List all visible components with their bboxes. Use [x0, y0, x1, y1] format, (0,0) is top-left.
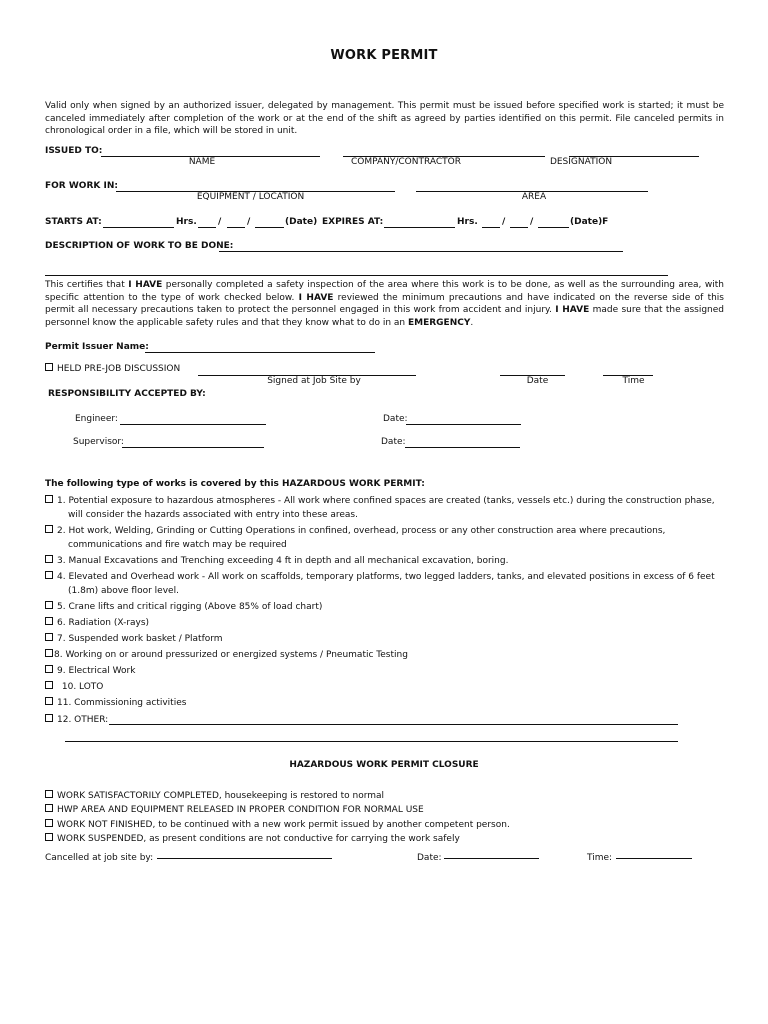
hazard-checkbox[interactable] — [45, 571, 53, 579]
other-field[interactable] — [109, 724, 678, 725]
prejob-label: HELD PRE-JOB DISCUSSION — [57, 364, 181, 374]
prejob-checkbox-row — [45, 363, 180, 375]
description-field[interactable] — [219, 251, 623, 252]
supervisor-label: Supervisor: — [73, 437, 124, 447]
hazard-checkbox[interactable] — [45, 525, 53, 533]
closure-checkbox[interactable] — [45, 790, 53, 798]
hazard-checkbox[interactable] — [45, 555, 53, 563]
starts-date-label: (Date) — [285, 217, 318, 227]
slash: / — [218, 217, 222, 227]
name-caption: NAME — [188, 157, 216, 167]
closure-item: WORK SATISFACTORILY COMPLETED, housekeeping is restored to normal — [45, 789, 725, 803]
hazard-checkbox[interactable] — [45, 633, 53, 641]
company-caption: COMPANY/CONTRACTOR — [350, 157, 461, 167]
designation-caption: DESIGNATION — [549, 157, 613, 167]
hazard-checkbox[interactable] — [45, 649, 53, 657]
supervisor-field[interactable] — [122, 447, 264, 448]
slash: / — [502, 217, 506, 227]
hazard-checkbox[interactable] — [45, 681, 53, 689]
closure-item: WORK NOT FINISHED, to be continued with a new work permit issued by another competent person. — [45, 818, 725, 832]
hazard-checkbox[interactable] — [45, 495, 53, 503]
hazard-item: 9. Electrical Work — [45, 664, 725, 678]
starts-time-field[interactable] — [103, 227, 174, 228]
hazard-item: 4. Elevated and Overhead work - All work on scaffolds, temporary platforms, two legged ladders, tanks, and elevated positions in excess of 6 feet (1.8m) above floor level. — [45, 570, 725, 598]
hazard-item: 12. OTHER: — [45, 713, 725, 727]
expires-hrs-label: Hrs. — [457, 217, 478, 227]
hazard-item: 8. Working on or around pressurized or energized systems / Pneumatic Testing — [45, 648, 725, 662]
responsibility-label: RESPONSIBILITY ACCEPTED BY: — [48, 389, 206, 399]
closure-item: WORK SUSPENDED, as present conditions are not conductive for carrying the work safely — [45, 832, 725, 846]
starts-year-field[interactable] — [255, 227, 284, 228]
hazard-item: 5. Crane lifts and critical rigging (Above 85% of load chart) — [45, 600, 725, 614]
hazard-item: 10. LOTO — [45, 680, 725, 694]
hazard-checkbox[interactable] — [45, 617, 53, 625]
hazard-item: 11. Commissioning activities — [45, 696, 725, 710]
engineer-date-field[interactable] — [406, 424, 521, 425]
issued-to-label: ISSUED TO: — [45, 146, 103, 156]
closure-checkbox[interactable] — [45, 804, 53, 812]
closure-checkbox[interactable] — [45, 833, 53, 841]
expires-day-field[interactable] — [482, 227, 500, 228]
certification-paragraph: This certifies that I HAVE personally completed a safety inspection of the area where this work is to be done, as well as the surrounding area, with specific attention to the type of work checked below. I HAVE reviewed the minimum precautions and have indicated on the reverse side of this permit all necessary precautions taken to protect the personnel engaged in this work from accident and injury. I HAVE made sure that the assigned personnel know the applicable safety rules and that they know what to do in an EMERGENCY. — [45, 280, 725, 328]
expires-month-field[interactable] — [510, 227, 528, 228]
starts-day-field[interactable] — [198, 227, 216, 228]
other-field-line-2[interactable] — [65, 741, 678, 742]
starts-month-field[interactable] — [227, 227, 245, 228]
time-caption: Time — [622, 376, 645, 386]
supervisor-date-label: Date: — [381, 437, 406, 447]
starts-hrs-label: Hrs. — [176, 217, 197, 227]
issuer-name-field[interactable] — [145, 352, 375, 353]
cancelled-label: Cancelled at job site by: — [45, 853, 154, 863]
hazard-item: 3. Manual Excavations and Trenching exceeding 4 ft in depth and all mechanical excavation, boring. — [45, 554, 725, 568]
expires-year-field[interactable] — [538, 227, 569, 228]
signed-caption: Signed at Job Site by — [267, 376, 361, 386]
hazard-checkbox[interactable] — [45, 697, 53, 705]
description-field-line-2[interactable] — [45, 275, 668, 276]
closure-date-label: Date: — [417, 853, 442, 863]
description-label: DESCRIPTION OF WORK TO BE DONE: — [45, 241, 234, 251]
closure-date-field[interactable] — [444, 858, 539, 859]
area-caption: AREA — [521, 192, 547, 202]
closure-time-label: Time: — [587, 853, 613, 863]
engineer-label: Engineer: — [75, 414, 118, 424]
equipment-caption: EQUIPMENT / LOCATION — [196, 192, 305, 202]
slash: / — [247, 217, 251, 227]
starts-label: STARTS AT: — [45, 217, 102, 227]
hazard-checkbox[interactable] — [45, 714, 53, 722]
hazard-item: 1. Potential exposure to hazardous atmospheres - All work where confined spaces are created (tanks, vessels etc.) during the construction phase, will consider the hazards associated with entry into these areas. — [45, 494, 725, 522]
expires-label: EXPIRES AT: — [322, 217, 384, 227]
engineer-field[interactable] — [120, 424, 266, 425]
hazard-checkbox[interactable] — [45, 665, 53, 673]
hazard-item: 7. Suspended work basket / Platform — [45, 632, 725, 646]
work-in-label: FOR WORK IN: — [45, 181, 118, 191]
closure-item: HWP AREA AND EQUIPMENT RELEASED IN PROPER CONDITION FOR NORMAL USE — [45, 803, 725, 817]
closure-time-field[interactable] — [616, 858, 692, 859]
closure-checkbox[interactable] — [45, 819, 53, 827]
supervisor-date-field[interactable] — [405, 447, 520, 448]
slash: / — [530, 217, 534, 227]
cancelled-by-field[interactable] — [157, 858, 332, 859]
date-caption: Date — [526, 376, 549, 386]
expires-time-field[interactable] — [384, 227, 455, 228]
hazard-checkbox[interactable] — [45, 601, 53, 609]
expires-date-label: (Date)F — [570, 217, 609, 227]
page-title: WORK PERMIT — [330, 48, 438, 63]
hazard-item: 6. Radiation (X-rays) — [45, 616, 725, 630]
hazard-heading: The following type of works is covered by this HAZARDOUS WORK PERMIT: — [45, 479, 425, 489]
intro-paragraph: Valid only when signed by an authorized issuer, delegated by management. This permit must be issued before specified work is started; it must be canceled immediately after completion of the work or at the end of the shift as agreed by parties identified on this permit. File canceled permits in chronological order in a file, which will be stored in unit. — [45, 101, 724, 136]
closure-heading: HAZARDOUS WORK PERMIT CLOSURE — [289, 760, 479, 770]
engineer-date-label: Date: — [383, 414, 408, 424]
prejob-checkbox[interactable] — [45, 363, 53, 371]
issuer-name-label: Permit Issuer Name: — [45, 342, 149, 352]
hazard-item: 2. Hot work, Welding, Grinding or Cutting Operations in confined, overhead, process or any other construction area where precautions, communications and fire watch may be required — [45, 524, 725, 552]
